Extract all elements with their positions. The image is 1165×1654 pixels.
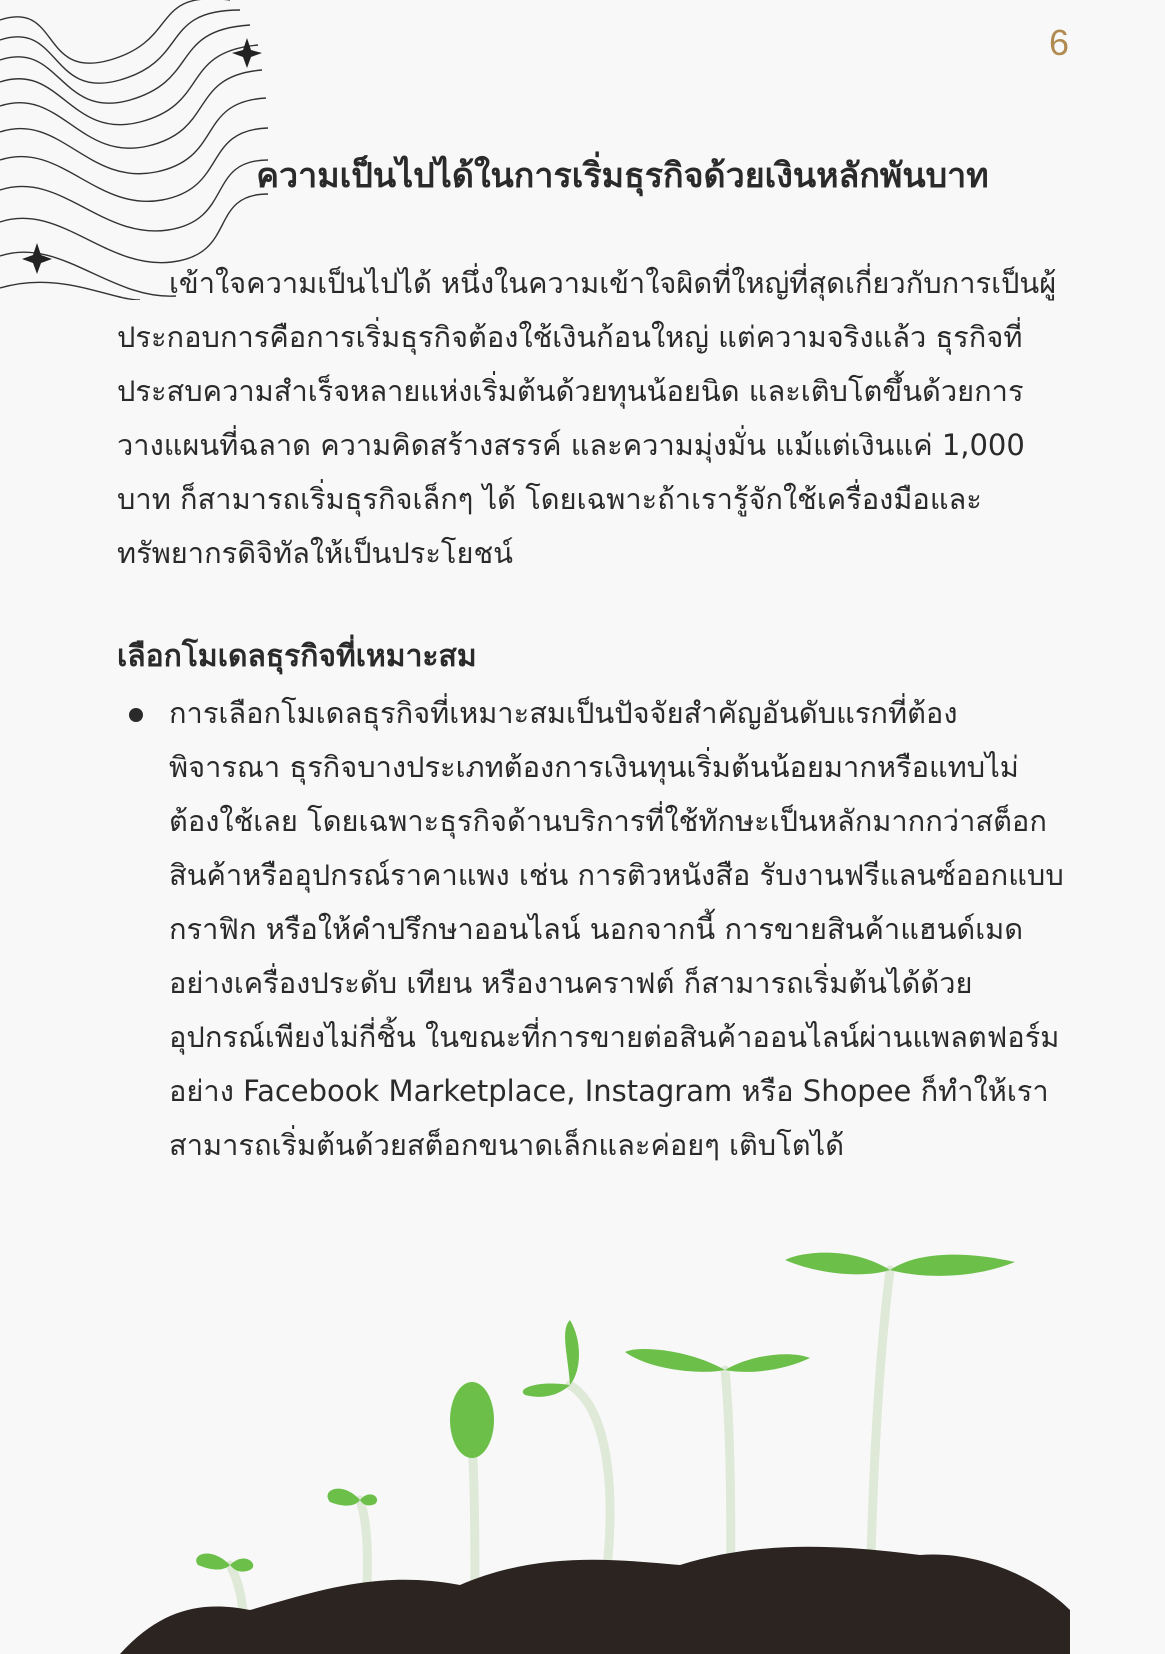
soil (120, 1547, 1070, 1654)
seedlings-illustration (120, 1170, 1070, 1654)
page-title: ความเป็นไปได้ในการเริ่มธุรกิจด้วยเงินหลักพันบาท (256, 156, 989, 196)
sparkle-icon (22, 243, 52, 274)
page-number: 6 (1048, 22, 1069, 63)
bullet-dot-icon (129, 708, 143, 722)
bullet-list (117, 686, 1067, 1172)
section-heading: เลือกโมเดลธุรกิจที่เหมาะสม (117, 639, 477, 674)
sparkle-icon (232, 38, 262, 68)
bullet-item (117, 686, 1067, 1172)
intro-paragraph: เข้าใจความเป็นไปได้ หนึ่งในความเข้าใจผิดที่ใหญ่ที่สุดเกี่ยวกับการเป็นผู้ประกอบการคือการเริ่มธุรกิจต้องใช้เงินก้อนใหญ่ แต่ความจริงแล้ว ธุรกิจที่ประสบความสำเร็จหลายแห่งเริ่มต้นด้วยทุนน้อยนิด และเติบโตขึ้นด้วยการวางแผนที่ฉลาด ความคิดสร้างสรรค์ และความมุ่งมั่น แม้แต่เงินแค่ 1,000 บาท ก็สามารถเริ่มธุรกิจเล็กๆ ได้ โดยเฉพาะถ้าเรารู้จักใช้เครื่องมือและทรัพยากรดิจิทัลให้เป็นประโยชน์ (117, 266, 1057, 570)
bullet-text: การเลือกโมเดลธุรกิจที่เหมาะสมเป็นปัจจัยสำคัญอันดับแรกที่ต้องพิจารณา ธุรกิจบางประเภทต้องการเงินทุนเริ่มต้นน้อยมากหรือแทบไม่ต้องใช้เลย โดยเฉพาะธุรกิจด้านบริการที่ใช้ทักษะเป็นหลักมากกว่าสต็อกสินค้าหรืออุปกรณ์ราคาแพง เช่น การติวหนังสือ รับงานฟรีแลนซ์ออกแบบกราฟิก หรือให้คำปรึกษาออนไลน์ นอกจากนี้ การขายสินค้าแฮนด์เมดอย่างเครื่องประดับ เทียน หรืองานคราฟต์ ก็สามารถเริ่มต้นได้ด้วยอุปกรณ์เพียงไม่กี่ชิ้น ในขณะที่การขายต่อสินค้าออนไลน์ผ่านแพลตฟอร์มอย่าง Facebook Marketplace, Instagram หรือ Shopee ก็ทำให้เราสามารถเริ่มต้นด้วยสต็อกขนาดเล็กและค่อยๆ เติบโตได้ (169, 696, 1064, 1162)
